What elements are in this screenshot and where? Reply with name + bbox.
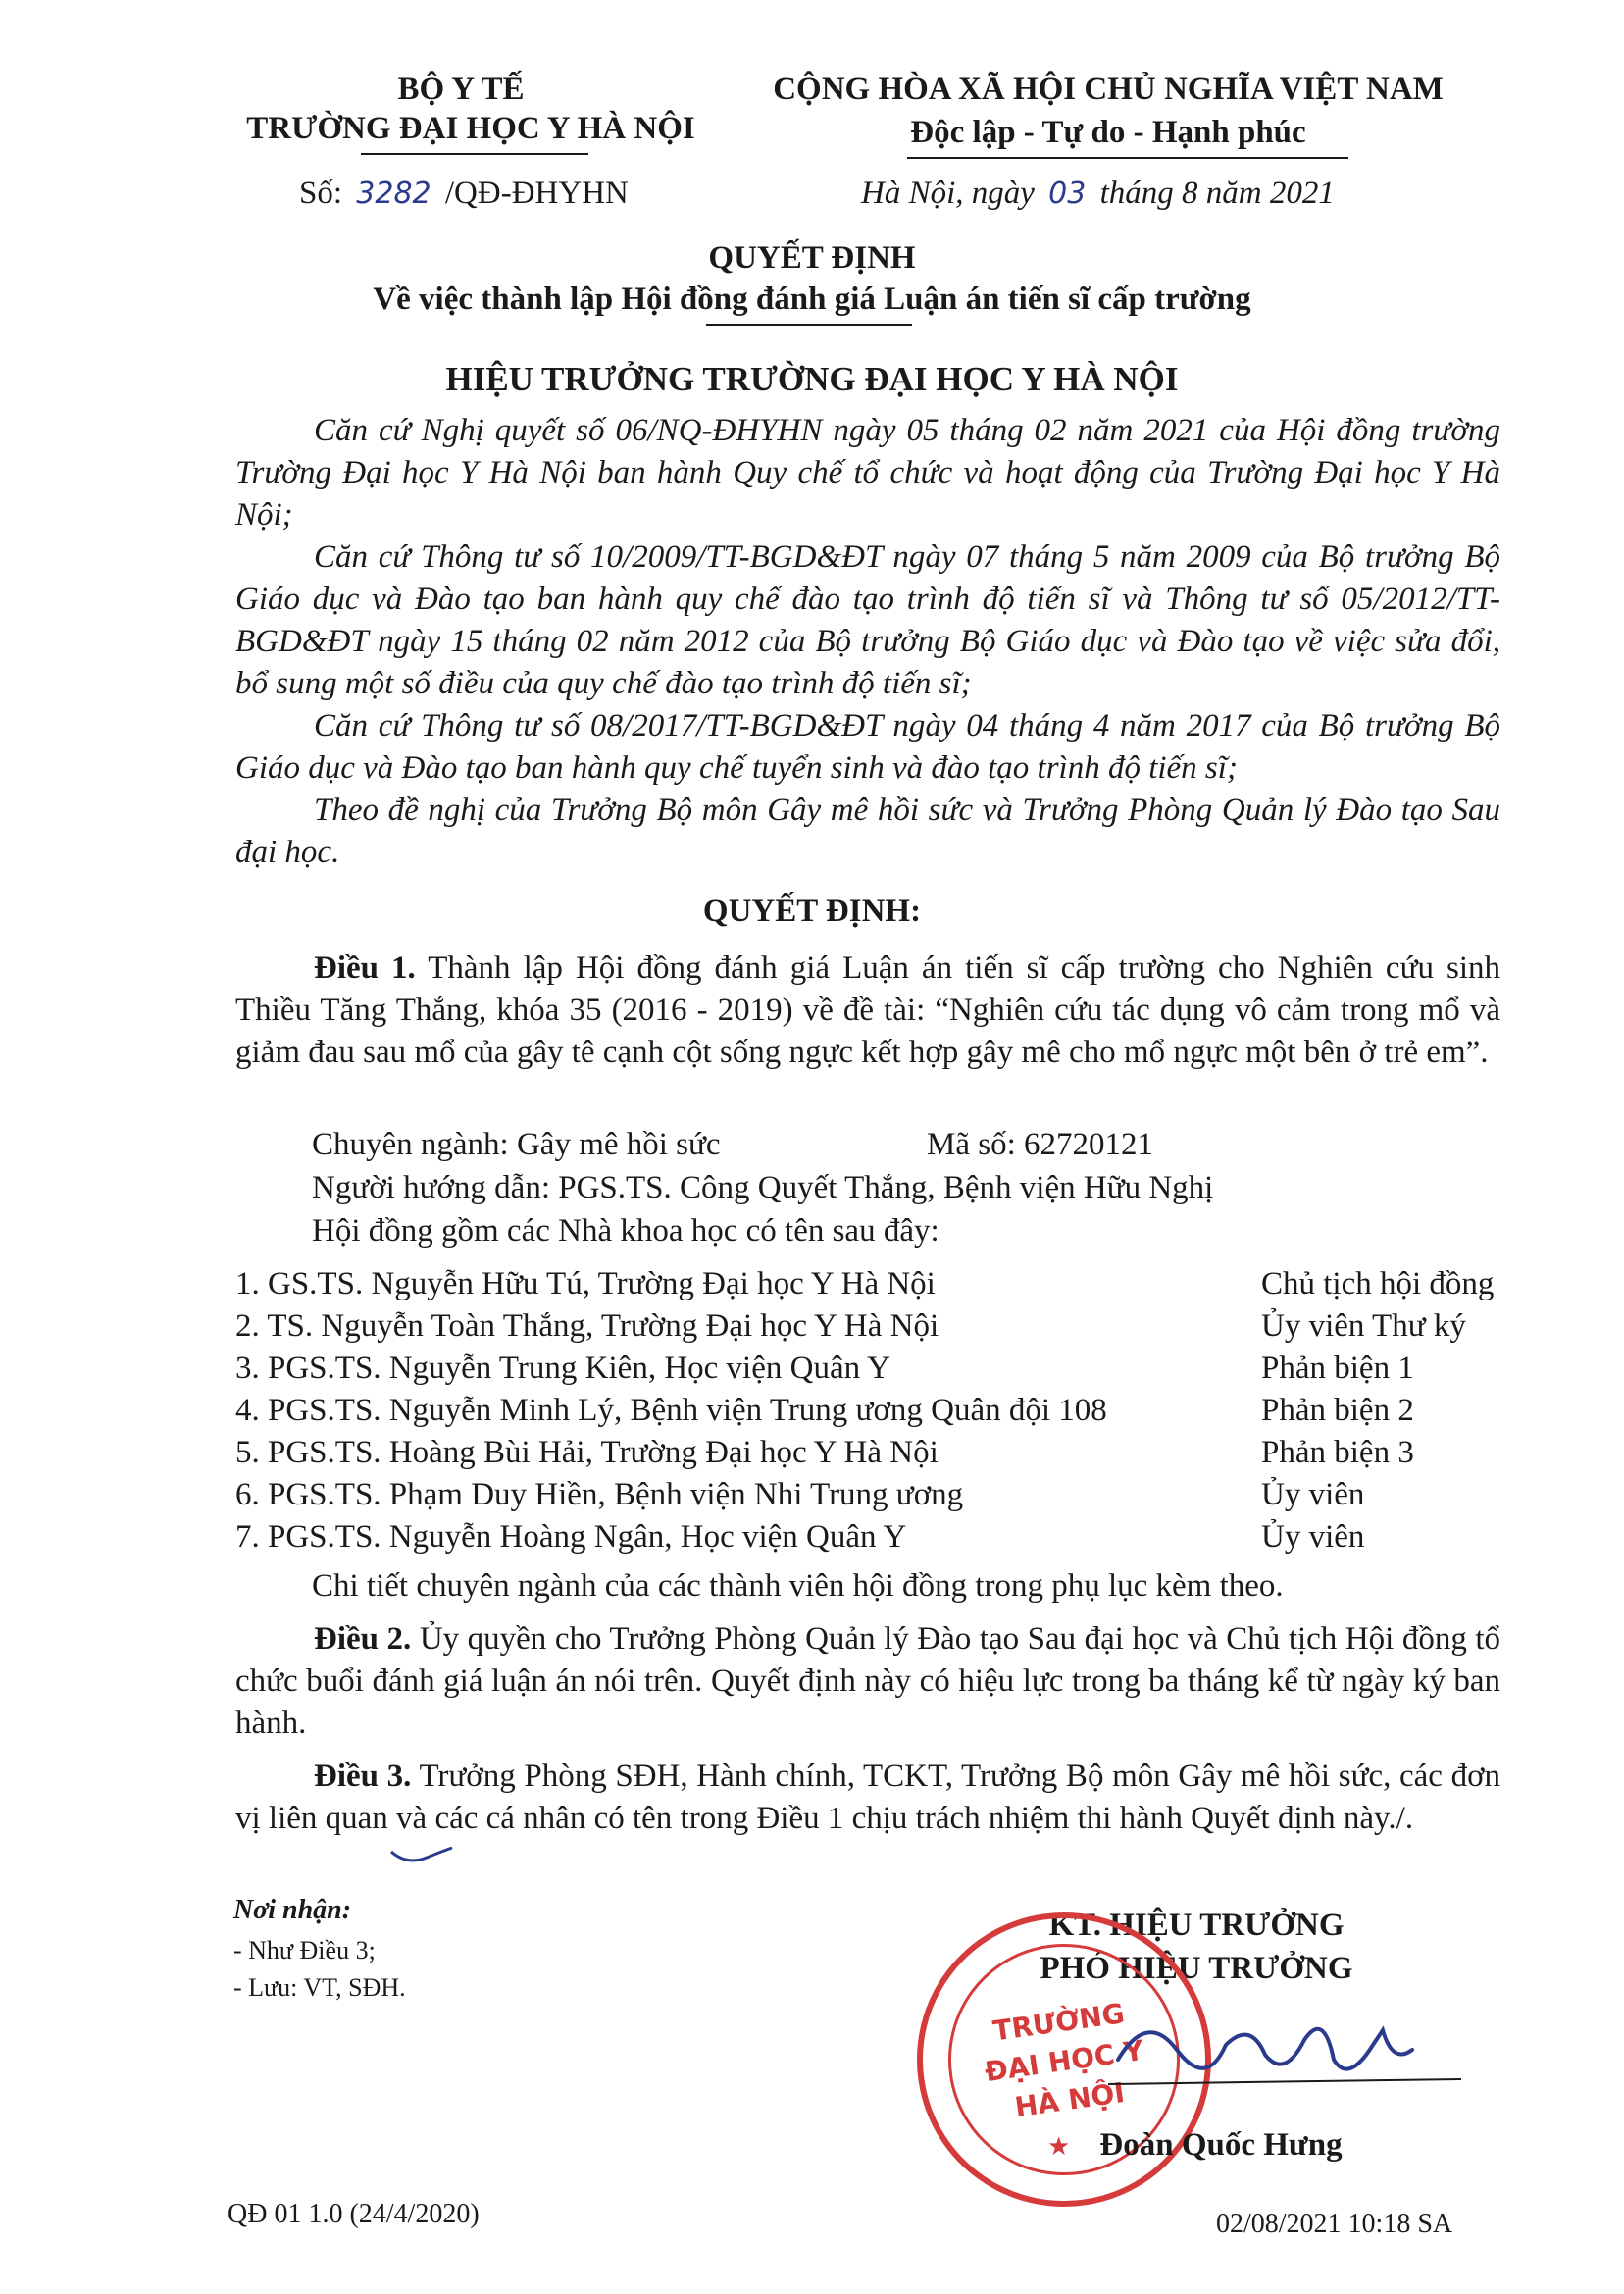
preamble-item: Căn cứ Nghị quyết số 06/NQ-ĐHYHN ngày 05 tháng 02 năm 2021 của Hội đồng trường Trường Đại học Y Hà Nội ban hành Quy chế tổ chức và hoạt động của Trường Đại học Y Hà Nội; xyxy=(235,413,1500,533)
preamble-item: Căn cứ Thông tư số 08/2017/TT-BGD&ĐT ngày 04 tháng 4 năm 2017 của Bộ trưởng Bộ Giáo dục và Đào tạo ban hành quy chế tuyển sinh và đào tạo trình độ tiến sĩ; xyxy=(235,708,1500,786)
member-name: 4. PGS.TS. Nguyễn Minh Lý, Bệnh viện Trung ương Quân đội 108 xyxy=(235,1393,1107,1428)
article-1-label: Điều 1. xyxy=(314,950,416,986)
preamble-item: Căn cứ Thông tư số 10/2009/TT-BGD&ĐT ngày 07 tháng 5 năm 2009 của Bộ trưởng Bộ Giáo dục và Đào tạo ban hành quy chế đào tạo trình độ tiến sĩ và Thông tư số 05/2012/TT-BGD&ĐT ngày 15 tháng 02 năm 2012 của Bộ trưởng Bộ Giáo dục và Đào tạo về việc sửa đổi, bổ sung một số điều của quy chế đào tạo trình độ tiến sĩ; xyxy=(235,539,1500,701)
member-name: 2. TS. Nguyễn Toàn Thắng, Trường Đại học Y Hà Nội xyxy=(235,1308,939,1344)
member-name: 3. PGS.TS. Nguyễn Trung Kiên, Học viện Quân Y xyxy=(235,1351,890,1386)
seal-text: TRƯỜNG xyxy=(990,1997,1127,2048)
member-name: 5. PGS.TS. Hoàng Bùi Hải, Trường Đại học Y Hà Nội xyxy=(235,1435,939,1470)
seal-text: ĐẠI HỌC Y xyxy=(983,2033,1146,2089)
print-timestamp: 02/08/2021 10:18 SA xyxy=(1216,2209,1453,2239)
member-role: Phản biện 1 xyxy=(1261,1351,1414,1386)
authority-heading: HIỆU TRƯỞNG TRƯỜNG ĐẠI HỌC Y HÀ NỘI xyxy=(445,360,1179,398)
council-member-list xyxy=(235,1263,1530,1558)
subject-underline xyxy=(706,324,912,326)
member-role: Chủ tịch hội đồng xyxy=(1261,1266,1495,1301)
signer-name: Đoàn Quốc Hưng xyxy=(1099,2127,1343,2163)
number-handwritten: 3282 xyxy=(356,177,431,211)
council-member xyxy=(235,1348,1530,1390)
council-intro: Hội đồng gồm các Nhà khoa học có tên sau đây: xyxy=(312,1213,939,1249)
advisor: Người hướng dẫn: PGS.TS. Công Quyết Thắng, Bệnh viện Hữu Nghị xyxy=(312,1170,1214,1205)
article-2-text: Ủy quyền cho Trưởng Phòng Quản lý Đào tạo Sau đại học và Chủ tịch Hội đồng tổ chức buổi đánh giá luận án nói trên. Quyết định này có hiệu lực trong ba tháng kể từ ngày ký ban hành. xyxy=(235,1621,1501,1741)
council-member xyxy=(235,1474,1530,1516)
council-member xyxy=(235,1516,1530,1558)
member-role: Ủy viên xyxy=(1261,1477,1365,1512)
member-role: Phản biện 2 xyxy=(1261,1393,1414,1428)
member-role: Ủy viên xyxy=(1261,1519,1365,1555)
ministry-name: BỘ Y TẾ xyxy=(397,72,525,107)
national-motto: Độc lập - Tự do - Hạnh phúc xyxy=(910,115,1306,150)
document-subject: Về việc thành lập Hội đồng đánh giá Luận án tiến sĩ cấp trường xyxy=(373,281,1251,317)
council-member xyxy=(235,1263,1530,1305)
member-name: 1. GS.TS. Nguyễn Hữu Tú, Trường Đại học Y Hà Nội xyxy=(235,1266,936,1301)
signature-title-1: KT. HIỆU TRƯỞNG xyxy=(1048,1908,1345,1943)
recipients-heading: Nơi nhận: xyxy=(233,1895,352,1925)
date-day-handwritten: 03 xyxy=(1048,177,1087,211)
document-number xyxy=(299,173,629,215)
handwritten-signature xyxy=(1089,1991,1481,2109)
article-2 xyxy=(235,1618,1500,1745)
preamble-item: Theo đề nghị của Trưởng Bộ môn Gây mê hồi sức và Trưởng Phòng Quản lý Đào tạo Sau đại học. xyxy=(235,792,1500,870)
number-suffix: /QĐ-ĐHYHN xyxy=(444,176,629,211)
recipient-item: - Như Điều 3; xyxy=(233,1936,376,1964)
council-member xyxy=(235,1432,1530,1474)
header-left-underline xyxy=(361,153,588,155)
handwritten-end-mark xyxy=(387,1844,456,1867)
major-code: Mã số: 62720121 xyxy=(927,1127,1153,1162)
article-1 xyxy=(235,947,1500,1074)
document-title: QUYẾT ĐỊNH xyxy=(708,240,916,276)
council-member xyxy=(235,1305,1530,1348)
article-1-text: Thành lập Hội đồng đánh giá Luận án tiến sĩ cấp trường cho Nghiên cứu sinh Thiều Tăng Thắng, khóa 35 (2016 - 2019) về đề tài: “Nghiên cứu tác dụng vô cảm trong mổ và giảm đau sau mổ của gây tê cạnh cột sống ngực kết hợp gây mê cho mổ ngực một bên ở trẻ em”. xyxy=(235,950,1501,1070)
decision-heading: QUYẾT ĐỊNH: xyxy=(702,893,922,929)
article-3-text: Trưởng Phòng SĐH, Hành chính, TCKT, Trưởng Bộ môn Gây mê hồi sức, các đơn vị liên quan và các cá nhân có tên trong Điều 1 chịu trách nhiệm thi hành Quyết định này./. xyxy=(235,1759,1501,1836)
major: Chuyên ngành: Gây mê hồi sức xyxy=(312,1127,721,1162)
member-role: Ủy viên Thư ký xyxy=(1261,1308,1466,1344)
form-code: QĐ 01 1.0 (24/4/2020) xyxy=(228,2199,480,2229)
recipient-item: - Lưu: VT, SĐH. xyxy=(233,1973,406,2002)
motto-underline xyxy=(907,157,1348,159)
article-3-label: Điều 3. xyxy=(314,1759,412,1794)
preamble-block xyxy=(235,410,1500,874)
date-prefix: Hà Nội, ngày xyxy=(861,176,1035,211)
school-name: TRƯỜNG ĐẠI HỌC Y HÀ NỘI xyxy=(246,111,695,146)
article-3 xyxy=(235,1756,1500,1840)
appendix-note: Chi tiết chuyên ngành của các thành viên hội đồng trong phụ lục kèm theo. xyxy=(312,1568,1284,1604)
signature-title-2: PHÓ HIỆU TRƯỞNG xyxy=(1040,1951,1353,1986)
council-member xyxy=(235,1390,1530,1432)
seal-text: HÀ NỘI xyxy=(1012,2075,1127,2124)
star-icon: ★ xyxy=(1047,2132,1071,2161)
country-name: CỘNG HÒA XÃ HỘI CHỦ NGHĨA VIỆT NAM xyxy=(773,72,1444,107)
member-name: 7. PGS.TS. Nguyễn Hoàng Ngân, Học viện Quân Y xyxy=(235,1519,907,1555)
issue-date xyxy=(861,173,1335,215)
article-2-label: Điều 2. xyxy=(314,1621,412,1657)
date-suffix: tháng 8 năm 2021 xyxy=(1099,176,1335,211)
member-role: Phản biện 3 xyxy=(1261,1435,1414,1470)
number-label: Số: xyxy=(299,176,343,211)
member-name: 6. PGS.TS. Phạm Duy Hiền, Bệnh viện Nhi Trung ương xyxy=(235,1477,964,1512)
